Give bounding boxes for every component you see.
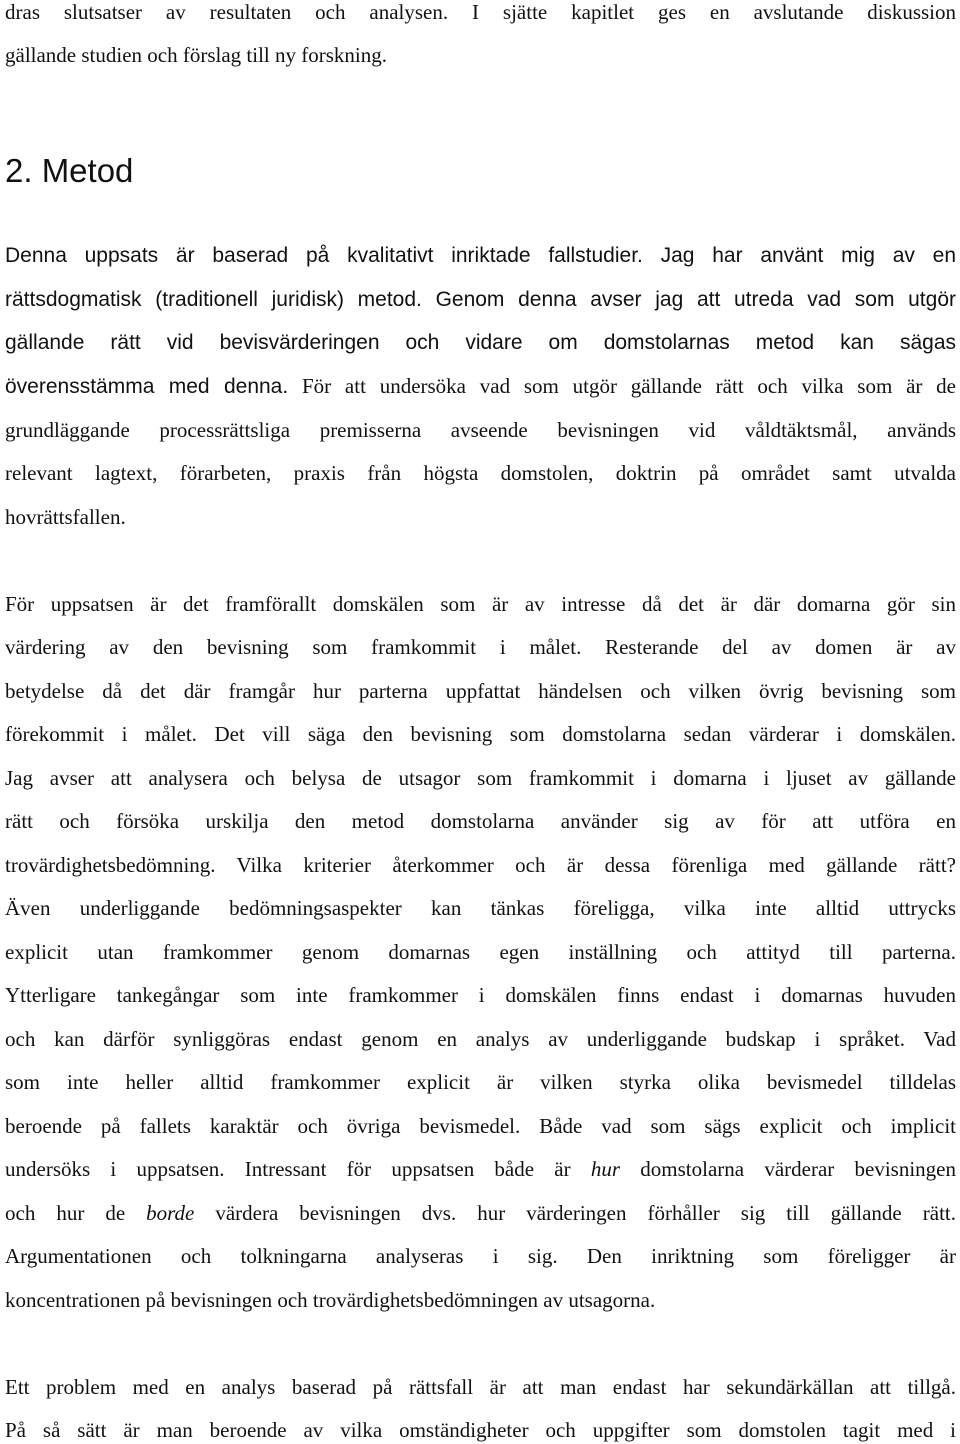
p2-line-14 [5, 1157, 956, 1181]
p2-line-6: rätt och försöka urskilja den metod domstolarna använder sig av för att utföra en [5, 809, 956, 833]
p2-line-12: som inte heller alltid framkommer explicit är vilken styrka olika bevismedel tilldelas [5, 1070, 956, 1094]
p2-line-13: beroende på fallets karaktär och övriga bevismedel. Både vad som sägs explicit och implicit [5, 1114, 956, 1138]
p2-line-14-part-b: domstolarna värderar bevisningen [620, 1157, 956, 1181]
p1-line-4-part-b: För att undersöka vad som utgör gällande rätt och vilka som är de [288, 374, 956, 398]
p2-line-11: och kan därför synliggöras endast genom en analys av underliggande budskap i språket. Vad [5, 1027, 956, 1051]
p2-line-7: trovärdighetsbedömning. Vilka kriterier återkommer och är dessa förenliga med gällande rätt? [5, 853, 956, 877]
p2-line-15 [5, 1201, 956, 1225]
p1-line-3: gällande rätt vid bevisvärderingen och vidare om domstolarnas metod kan sägas [5, 331, 956, 354]
p2-line-2: värdering av den bevisning som framkommit i målet. Resterande del av domen är av [5, 635, 956, 659]
p1-line-4 [5, 374, 956, 399]
p2-line-9: explicit utan framkommer genom domarnas egen inställning och attityd till parterna. [5, 940, 956, 964]
p1-line-7: hovrättsfallen. [5, 505, 126, 529]
p1-line-2-part-b: Genom denna avser jag att utreda vad som utgör [421, 288, 956, 311]
p2-line-16: Argumentationen och tolkningarna analyseras i sig. Den inriktning som föreligger är [5, 1244, 956, 1268]
p2-line-1: För uppsatsen är det framförallt domskälen som är av intresse då det är där domarna gör sin [5, 592, 956, 616]
p2-line-5: Jag avser att analysera och belysa de utsagor som framkommit i domarna i ljuset av gällande [5, 766, 956, 790]
p2-line-15-part-b: värdera bevisningen dvs. hur värderingen förhåller sig till gällande rätt. [194, 1201, 956, 1225]
p3-line-2: På så sätt är man beroende av vilka omständigheter och uppgifter som domstolen tagit med i [5, 1418, 956, 1442]
p2-line-15-emphasis: borde [146, 1201, 195, 1225]
section-heading: 2. Metod [5, 152, 134, 189]
p2-line-17: koncentrationen på bevisningen och trovärdighetsbedömningen av utsagorna. [5, 1288, 656, 1312]
p1-line-1: Denna uppsats är baserad på kvalitativt inriktade fallstudier. Jag har använt mig av en [5, 244, 956, 267]
p2-line-3: betydelse då det där framgår hur parterna uppfattat händelsen och vilken övrig bevisning som [5, 679, 956, 703]
p2-line-15-part-a: och hur de [5, 1201, 147, 1225]
p3-line-1: Ett problem med en analys baserad på rättsfall är att man endast har sekundärkällan att tillgå. [5, 1375, 956, 1399]
p1-line-4-part-a: överensstämma med denna. [5, 375, 289, 398]
p2-line-14-emphasis: hur [590, 1157, 621, 1181]
p2-line-8: Även underliggande bedömningsaspekter kan tänkas föreligga, vilka inte alltid uttrycks [5, 896, 956, 920]
p1-line-2 [5, 287, 956, 312]
intro-line-2: gällande studien och förslag till ny forskning. [5, 43, 388, 67]
p1-line-2-part-a: rättsdogmatisk (traditionell juridisk) metod. [5, 288, 422, 311]
p1-line-5: grundläggande processrättsliga premisserna avseende bevisningen vid våldtäktsmål, används [5, 418, 956, 442]
p2-line-10: Ytterligare tankegångar som inte framkommer i domskälen finns endast i domarnas huvuden [5, 983, 956, 1007]
p2-line-4: förekommit i målet. Det vill säga den bevisning som domstolarna sedan värderar i domskälen. [5, 722, 956, 746]
p2-line-14-part-a: undersöks i uppsatsen. Intressant för uppsatsen både är [5, 1157, 591, 1181]
intro-line-1: dras slutsatser av resultaten och analysen. I sjätte kapitlet ges en avslutande diskussion [5, 0, 956, 24]
p1-line-6: relevant lagtext, förarbeten, praxis från högsta domstolen, doktrin på området samt utvalda [5, 461, 956, 485]
